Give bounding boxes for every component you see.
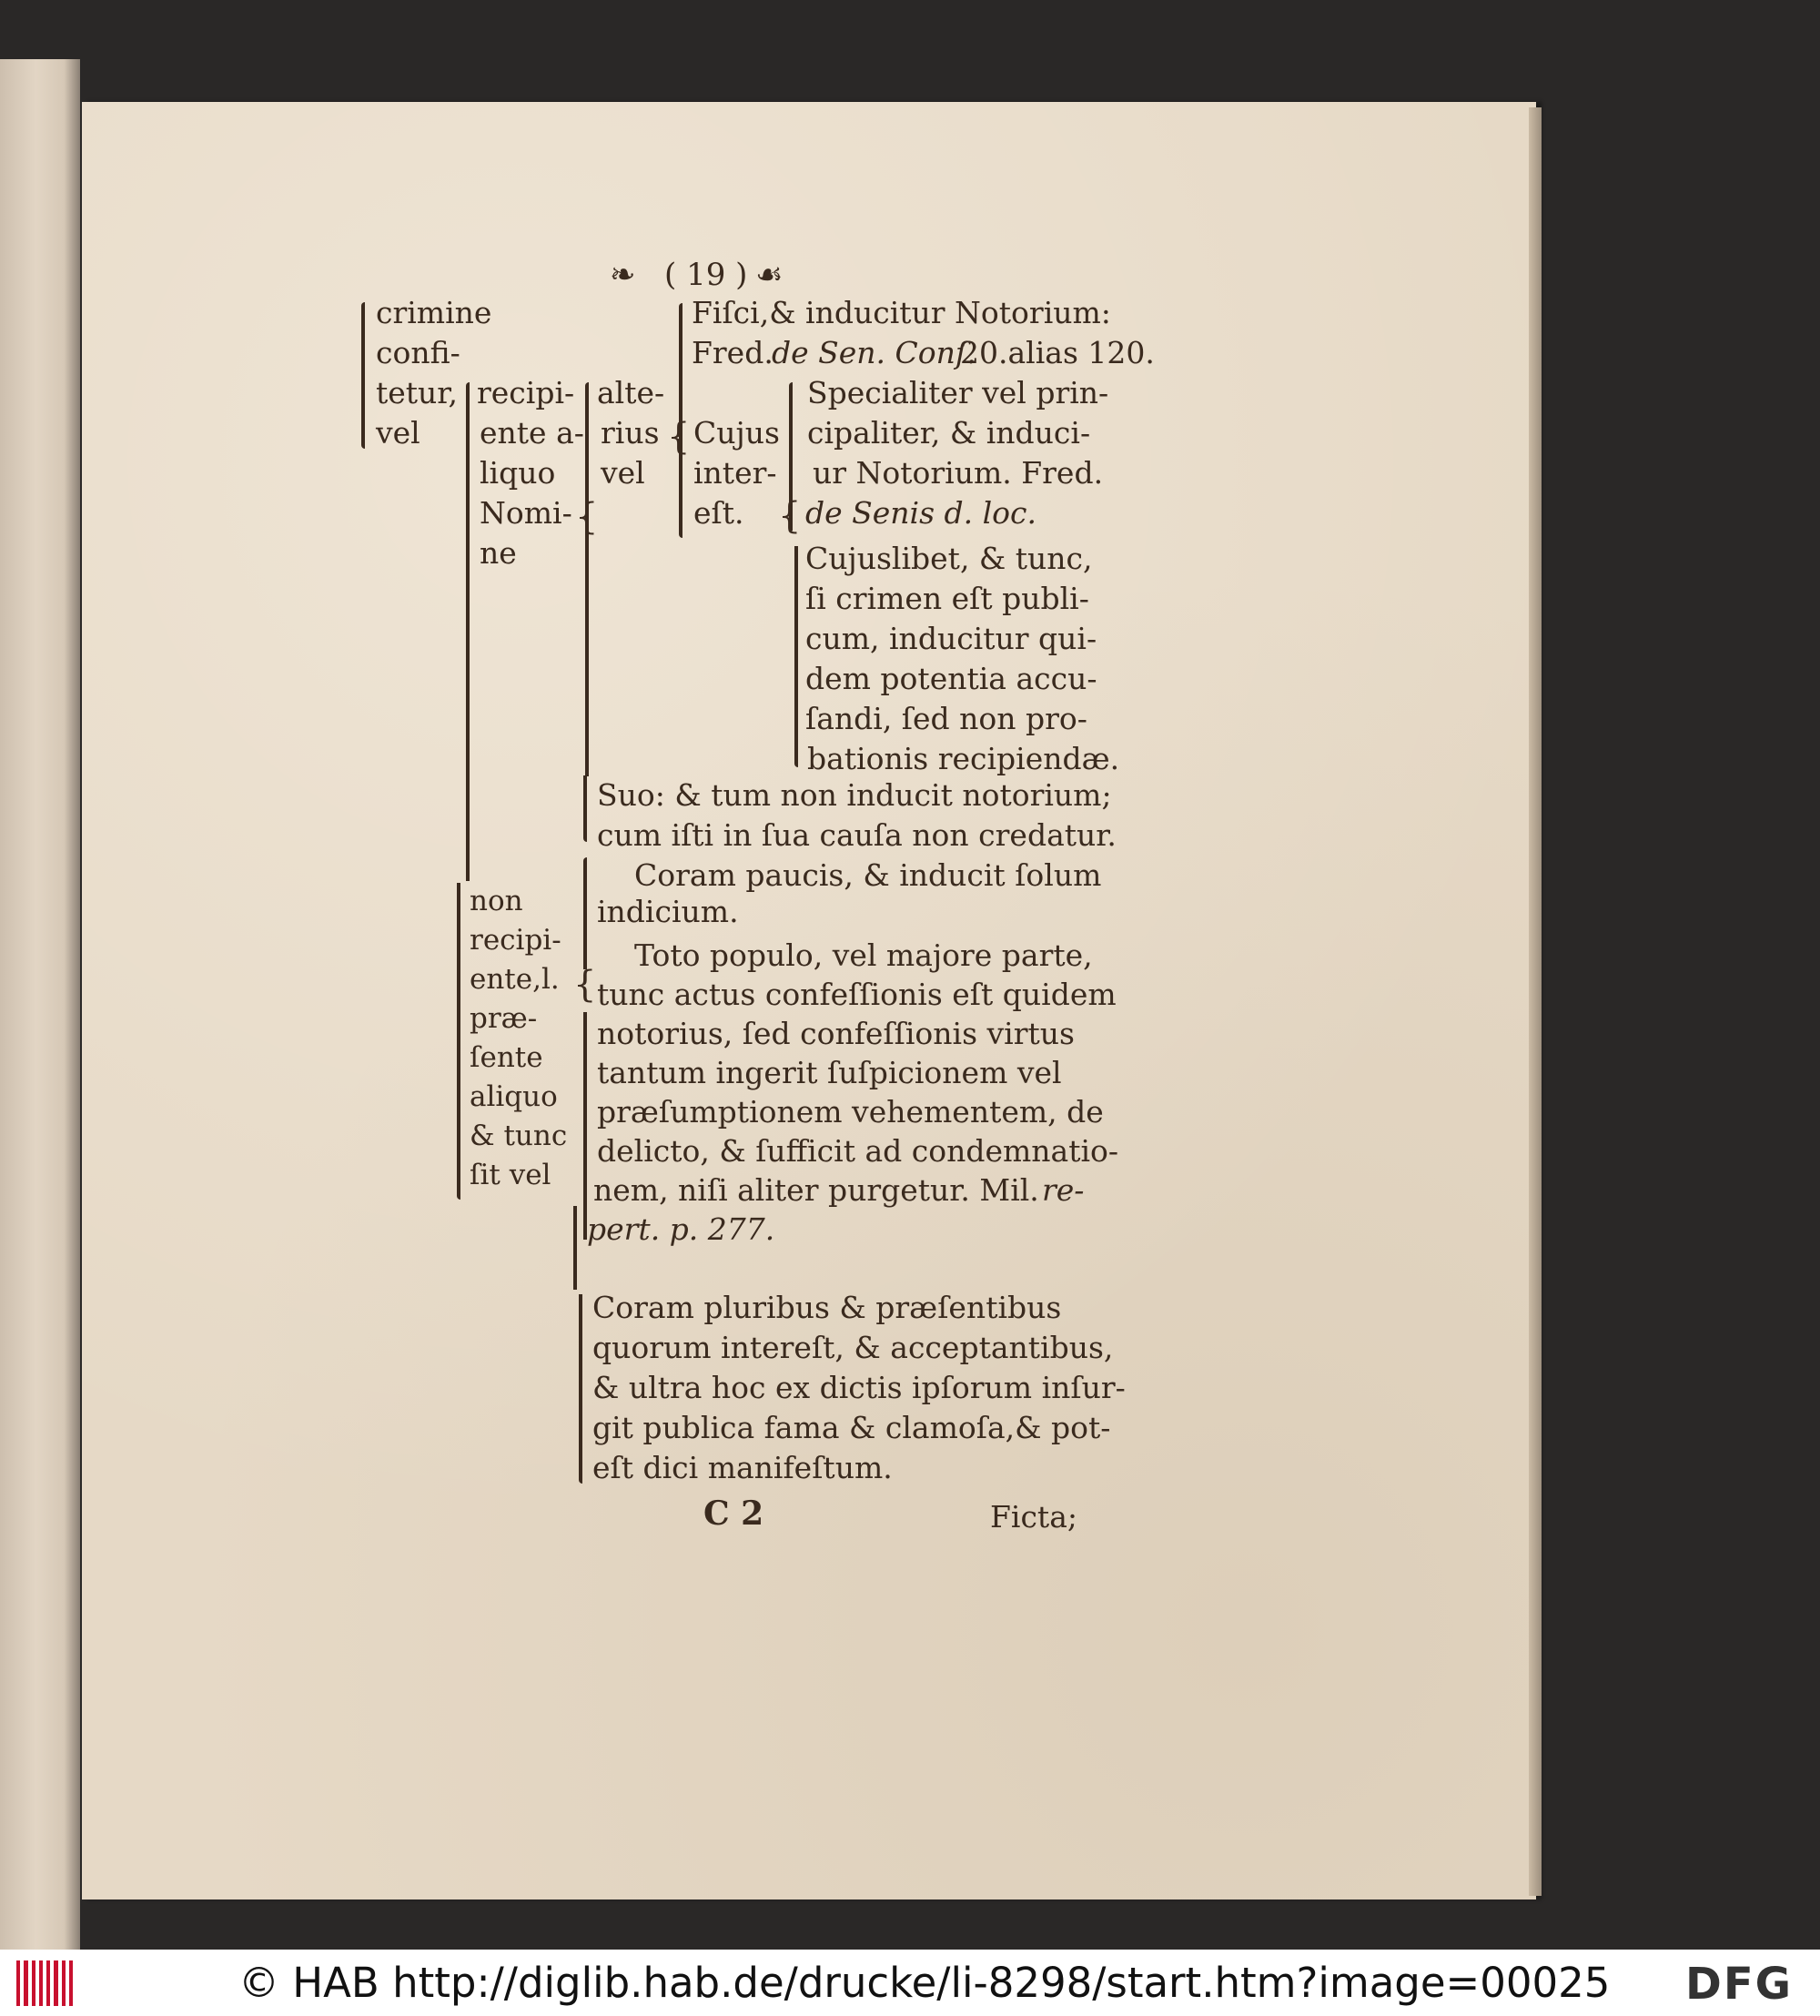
pluribus-line: Coram pluribus & præſentibus (592, 1290, 1062, 1325)
bracket-col2-bottom (457, 883, 460, 1200)
coram-paucis-line: indicium. (597, 894, 739, 929)
fisci-line: Fiſci,& inducitur Notorium: (692, 295, 1111, 330)
suo-line: cum iſti in ſua cauſa non credatur. (597, 817, 1117, 853)
col1-line: confi- (376, 335, 460, 370)
copyright-link[interactable]: © HAB http://diglib.hab.de/drucke/li-8298/start.htm?image=00025 (238, 1959, 1611, 2007)
facing-page-edge (0, 59, 80, 1950)
footer-bar (0, 1950, 1820, 2016)
col2-line: ſente (470, 1041, 543, 1074)
cujuslibet-line: bationis recipiendæ. (807, 741, 1120, 776)
col2-line: ſit vel (470, 1159, 551, 1191)
coram-paucis-line: Coram paucis, & inducit ſolum (634, 857, 1102, 893)
bracket-toto-tail (573, 1206, 577, 1290)
page-number: ( 19 ) (664, 257, 748, 293)
col2-line: Nomi- (480, 495, 572, 531)
signature-mark: C 2 (703, 1494, 764, 1533)
toto-line: delicto, & ſufficit ad condemnatio- (597, 1133, 1119, 1169)
fisci-line-c: 20.alias 120. (960, 335, 1155, 370)
hab-barcode-logo-icon (16, 1960, 73, 2006)
bracket-coram-paucis (583, 857, 587, 969)
col2-line: liquo (480, 455, 556, 491)
cujuslibet-line: ſi crimen eſt publi- (805, 581, 1089, 616)
toto-line: tunc actus confeſſionis eſt quidem (597, 977, 1117, 1012)
bracket-col3 (585, 382, 589, 776)
bracket-coram-pluribus (579, 1294, 582, 1484)
col1-line: vel (376, 415, 420, 451)
dfg-logo: DFG (1685, 1959, 1794, 2010)
col2-line: ne (480, 535, 517, 571)
cujuslibet-line: ſandi, ſed non pro- (805, 701, 1087, 736)
page-edge (1529, 107, 1542, 1896)
pluribus-line: eſt dici manifeſtum. (592, 1450, 893, 1485)
bracket-col2-top (466, 382, 470, 881)
toto-line: præſumptionem vehementem, de (597, 1094, 1104, 1130)
brace: { (573, 964, 597, 1006)
bracket-cujuslibet (794, 546, 798, 767)
pluribus-line: git publica fama & clamoſa,& pot- (592, 1410, 1111, 1445)
toto-line: notorius, ſed confeſſionis virtus (597, 1016, 1075, 1051)
col2-line: præ- (470, 1002, 538, 1035)
fisci-line-b: de Sen. Conſ. (772, 335, 976, 370)
col3-line: rius (601, 415, 660, 451)
col4-line: inter- (693, 455, 777, 491)
cujuslibet-line: cum, inducitur qui- (805, 621, 1097, 656)
col2-line: & tunc (470, 1119, 568, 1152)
col4-line: Cujus (693, 415, 780, 451)
bracket-col1 (361, 302, 365, 449)
header-ornament-right: ☙ (755, 257, 784, 293)
suo-line: Suo: & tum non inducit notorium; (597, 777, 1112, 813)
pluribus-line: & ultra hoc ex dictis ipſorum inſur- (592, 1370, 1126, 1405)
header-ornament-left: ❧ (610, 257, 636, 293)
toto-last-italic: pert. p. 277. (587, 1211, 775, 1247)
bracket-suo (583, 775, 587, 842)
cujuslibet-line: dem potentia accu- (805, 661, 1097, 696)
col1-line: crimine (376, 295, 492, 330)
col2-line: recipi- (477, 375, 575, 410)
specialiter-line: ur Notorium. Fred. (813, 455, 1104, 491)
col2-line: ente,l. (470, 963, 560, 996)
col2-line: recipi- (470, 924, 561, 957)
col1-line: tetur, (376, 375, 458, 410)
cujuslibet-line: Cujuslibet, & tunc, (805, 541, 1093, 576)
brace: { (778, 495, 802, 537)
fisci-line-a: Fred. (692, 335, 774, 370)
col3-line: alte- (597, 375, 665, 410)
col4-line: eſt. (693, 495, 744, 531)
brace: { (575, 496, 599, 538)
catchword: Ficta; (990, 1499, 1077, 1535)
col2-line: ente a- (480, 415, 584, 451)
specialiter-line-italic: de Senis d. loc. (805, 495, 1037, 531)
pluribus-line: quorum intereſt, & acceptantibus, (592, 1330, 1114, 1365)
col2-line: aliquo (470, 1080, 558, 1113)
specialiter-line: Specialiter vel prin- (807, 375, 1109, 410)
toto-line: Toto populo, vel majore parte, (634, 937, 1093, 973)
bracket-toto-populo (583, 1012, 587, 1240)
col2-line: non (470, 885, 523, 917)
specialiter-line: cipaliter, & induci- (807, 415, 1091, 451)
toto-tail-italic: re- (1042, 1172, 1085, 1208)
toto-line: tantum ingerit ſuſpicionem vel (597, 1055, 1062, 1090)
col3-line: vel (601, 455, 645, 491)
toto-line: nem, niſi aliter purgetur. Mil. (593, 1172, 1039, 1208)
brace: { (667, 416, 691, 458)
